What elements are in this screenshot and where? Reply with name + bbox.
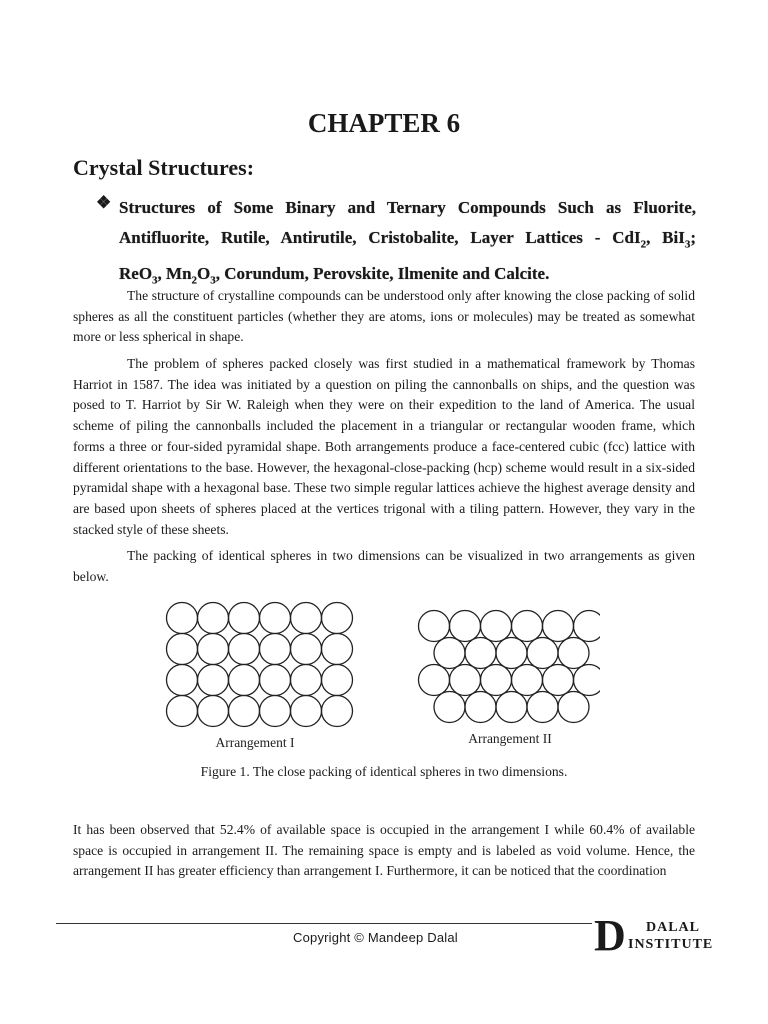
sphere-arrangement-1 [229, 603, 260, 634]
sphere-arrangement-2 [543, 611, 574, 642]
topic-line-2: Antifluorite, Rutile, Antirutile, Cristobalite, Layer Lattices - CdI$_2$, BiI$_3$; [119, 227, 697, 250]
arrangement-2-label: Arrangement II [468, 731, 552, 746]
packing-figure [160, 598, 600, 758]
sphere-arrangement-2 [527, 638, 558, 669]
sphere-arrangement-2 [558, 638, 589, 669]
paragraph-2: The problem of spheres packed closely was first studied in a mathematical framework by Thomas Harriot in 1587. The idea was initiated by a question on piling the cannonballs on ships, and the question was posed to T. Harriot by Sir W. Raleigh when they were on their expedition to the land of America. The usual scheme of piling the cannonballs included the placement in a triangular or rectangular wooden frame, which forms a three or four-sided pyramidal shape. Both arrangements produce a face-centered cubic (fcc) lattice with different orientations to the base. However, the hexagonal-close-packing (hcp) scheme would result in a six-sided pyramidal shape with a hexagonal base. These two simple regular lattices achieve the highest average density and are based upon sheets of spheres placed at the vertices trigonal with a tiling pattern. However, they vary in the stacked style of these sheets. [73, 356, 695, 537]
diamond-bullet-icon: ❖ [96, 193, 112, 212]
chapter-title: CHAPTER 6 [307, 108, 461, 138]
topic-line-1: Structures of Some Binary and Ternary Compounds Such as Fluorite, [119, 198, 696, 217]
packing-diagram [160, 598, 600, 758]
sphere-arrangement-2 [434, 638, 465, 669]
sphere-arrangement-1 [291, 665, 322, 696]
sphere-arrangement-1 [198, 634, 229, 665]
sphere-arrangement-1 [229, 665, 260, 696]
sphere-arrangement-1 [291, 696, 322, 727]
sphere-arrangement-2 [527, 692, 558, 723]
sphere-arrangement-1 [167, 696, 198, 727]
sphere-arrangement-2 [419, 665, 450, 696]
sphere-arrangement-1 [167, 665, 198, 696]
logo-letter: D [594, 911, 626, 960]
sphere-arrangement-2 [481, 665, 512, 696]
sphere-arrangement-1 [291, 603, 322, 634]
sphere-arrangement-2 [574, 665, 601, 696]
paragraph-1: The structure of crystalline compounds can be understood only after knowing the close packing of solid spheres as all the constituent particles (whether they are atoms, ions or molecules) may be treated as somewhat more or less spherical in shape. [73, 288, 695, 345]
paragraph-4: It has been observed that 52.4% of available space is occupied in the arrangement I while 60.4% of available space is occupied in arrangement II. The remaining space is empty and is labeled as void volume. Hence, the arrangement II has greater efficiency than arrangement I. Furthermore, it can be noticed that the coordination [73, 822, 695, 879]
sphere-arrangement-1 [260, 603, 291, 634]
arrangement-1-label: Arrangement I [215, 735, 295, 750]
sphere-arrangement-2 [543, 665, 574, 696]
footer-divider [56, 923, 592, 924]
sphere-arrangement-2 [434, 692, 465, 723]
sphere-arrangement-2 [512, 611, 543, 642]
sphere-arrangement-1 [198, 665, 229, 696]
sphere-arrangement-2 [496, 638, 527, 669]
sphere-arrangement-1 [229, 696, 260, 727]
paragraph-3: The packing of identical spheres in two dimensions can be visualized in two arrangements as given below. [73, 548, 695, 584]
sphere-arrangement-2 [512, 665, 543, 696]
sphere-arrangement-1 [229, 634, 260, 665]
sphere-arrangement-1 [260, 634, 291, 665]
sphere-arrangement-1 [260, 665, 291, 696]
topic-list-text [119, 193, 696, 296]
sphere-arrangement-1 [198, 603, 229, 634]
sphere-arrangement-1 [260, 696, 291, 727]
sphere-arrangement-1 [167, 603, 198, 634]
arrangement-2-circles [419, 611, 601, 723]
sphere-arrangement-2 [419, 611, 450, 642]
sphere-arrangement-2 [465, 692, 496, 723]
topic-line-3: ReO$_3$, $Mn_2O_3$, Corundum, Perovskite, Ilmenite and Calcite. [119, 264, 550, 287]
section-heading: Crystal Structures: [73, 155, 255, 180]
sphere-arrangement-2 [496, 692, 527, 723]
sphere-arrangement-1 [167, 634, 198, 665]
sphere-arrangement-2 [450, 665, 481, 696]
sphere-arrangement-2 [574, 611, 601, 642]
dalal-institute-logo [594, 911, 724, 960]
arrangement-1-circles [167, 603, 353, 727]
sphere-arrangement-2 [558, 692, 589, 723]
sphere-arrangement-1 [198, 696, 229, 727]
sphere-arrangement-1 [322, 634, 353, 665]
sphere-arrangement-2 [450, 611, 481, 642]
sphere-arrangement-2 [481, 611, 512, 642]
logo-top-word: DALAL [646, 920, 701, 935]
sphere-arrangement-2 [465, 638, 496, 669]
sphere-arrangement-1 [291, 634, 322, 665]
sphere-arrangement-1 [322, 665, 353, 696]
sphere-arrangement-1 [322, 603, 353, 634]
logo-bottom-word: INSTITUTE [628, 937, 714, 952]
topic-bullet [96, 193, 696, 296]
figure-caption: Figure 1. The close packing of identical spheres in two dimensions. [200, 764, 568, 779]
copyright-text: Copyright © Mandeep Dalal [293, 930, 458, 945]
sphere-arrangement-1 [322, 696, 353, 727]
